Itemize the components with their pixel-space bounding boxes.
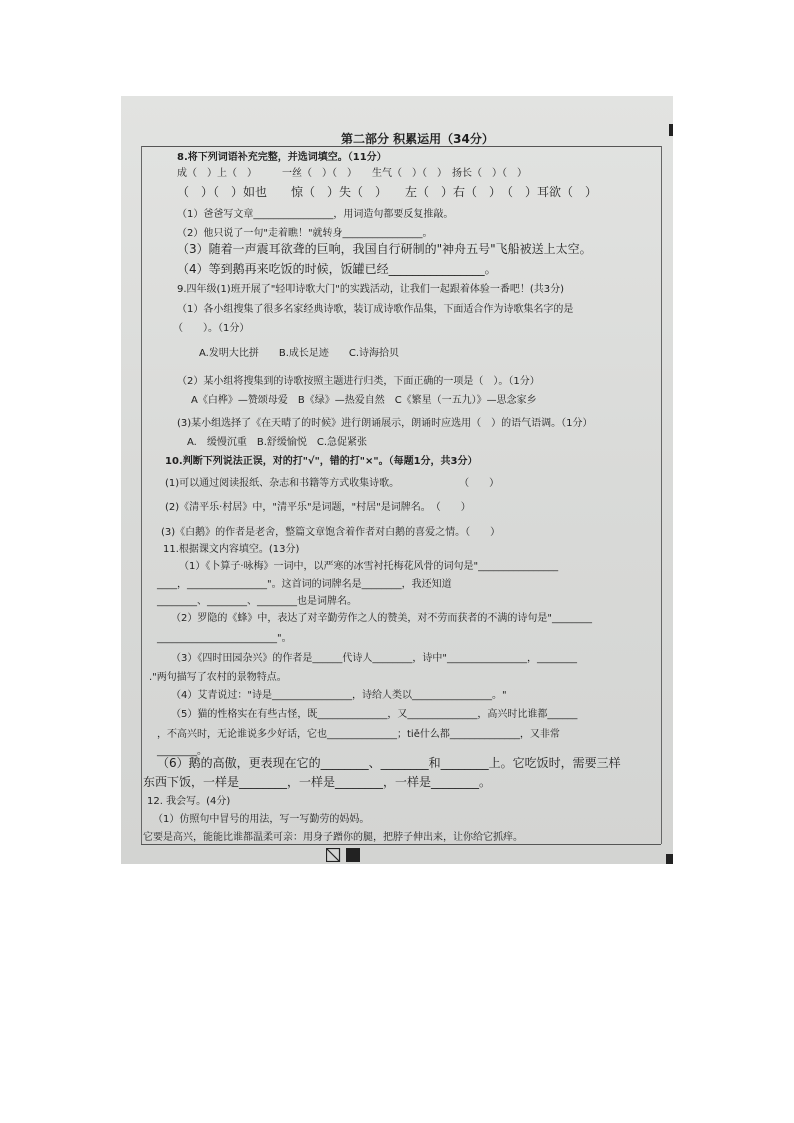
q11-item-5: （5）猫的性格实在有些古怪，既______________，又______________，高兴时比谁都______ bbox=[171, 709, 578, 720]
scanned-exam-photo bbox=[121, 96, 673, 864]
q11-heading: 11.根据课文内容填空。(13分) bbox=[163, 544, 300, 555]
q9-item-2: （2）某小组将搜集到的诗歌按照主题进行归类，下面正确的一项是（ ）。（1分） bbox=[177, 376, 540, 387]
q11-item-1-cont2: ________、________、________也是词牌名。 bbox=[157, 596, 357, 607]
q10-item-3: (3)《白鹅》的作者是老舍，整篇文章饱含着作者对白鹅的喜爱之情。（ ） bbox=[161, 527, 501, 538]
q11-item-3-cont: ."两句描写了农村的景物特点。 bbox=[149, 672, 287, 683]
q11-item-3: （3）《四时田园杂兴》的作者是______代诗人________，诗中"________________，________ bbox=[171, 653, 577, 664]
page-title: 第二部分 积累运用（34分） bbox=[341, 132, 494, 146]
frame-line bbox=[661, 146, 662, 844]
q11-item-6: （6）鹅的高傲，更表现在它的________、________和________上。它吃饭时，需要三样 bbox=[157, 756, 621, 770]
q12-example-sentence: 它要是高兴，能能比谁都温柔可亲：用身子蹭你的腿，把脖子伸出来，让你给它抓痒。 bbox=[143, 832, 523, 843]
q11-item-1: （1）《卜算子·咏梅》一词中，以严寒的冰雪衬托梅花风骨的词句是"________________ bbox=[179, 561, 559, 572]
q9-item-1-blank: （ ）。（1分） bbox=[173, 323, 250, 334]
q12-item-1: （1）仿照句中冒号的用法，写一写勤劳的妈妈。 bbox=[153, 814, 370, 825]
q9-item-1: （1）各小组搜集了很多名家经典诗歌，装订成诗歌作品集，下面适合作为诗歌集名字的是 bbox=[177, 304, 574, 315]
q10-item-1: (1)可以通过阅读报纸、杂志和书籍等方式收集诗歌。 （ ） bbox=[165, 478, 500, 489]
q10-item-2: (2)《清平乐·村居》中，"清平乐"是词题，"村居"是词牌名。 （ ） bbox=[165, 502, 471, 513]
q11-item-5-cont: ，不高兴时，无论谁说多少好话，它也______________；tiě什么都______________，又非常 bbox=[157, 729, 560, 740]
q11-item-2-cont: ________________________"。 bbox=[157, 633, 292, 644]
q11-item-5-cont2: ________。 bbox=[157, 746, 207, 757]
frame-line bbox=[141, 146, 661, 147]
q9-item-2-options: A《白桦》—赞颂母爱 B《绿》—热爱自然 C《繁星（一五九）》—思念家乡 bbox=[191, 395, 537, 406]
q8-words-row2: （ ）（ ）如也 惊（ ）失（ ） 左（ ）右（ ） （ ）耳欲（ ） bbox=[177, 185, 598, 199]
edge-mark bbox=[666, 854, 673, 864]
q12-heading: 12. 我会写。(4分) bbox=[147, 796, 231, 807]
q9-item-3-options: A. 缓慢沉重 B.舒缓愉悦 C.急促紧张 bbox=[187, 437, 368, 448]
scan-marker-icon bbox=[326, 848, 362, 862]
q11-item-2: （2）罗隐的《蜂》中，表达了对辛勤劳作之人的赞美，对不劳而获者的不满的诗句是"________ bbox=[171, 613, 592, 624]
edge-mark bbox=[669, 124, 673, 136]
q9-item-3: (3)某小组选择了《在天晴了的时候》进行朗诵展示，朗诵时应选用（ ）的语气语调。（1分） bbox=[177, 418, 593, 429]
q8-item-1: （1）爸爸写文章________________，用词造句都要反复推敲。 bbox=[177, 209, 454, 220]
q8-item-2: （2）他只说了一句"走着瞧！"就转身________________。 bbox=[177, 228, 433, 239]
frame-line bbox=[141, 146, 142, 844]
q11-item-6-cont: 东西下饭，一样是________，一样是________，一样是________。 bbox=[143, 775, 492, 789]
q8-item-4: （4）等到鹅再来吃饭的时候，饭罐已经________________。 bbox=[177, 262, 497, 276]
frame-line bbox=[141, 844, 661, 845]
q8-item-3: （3）随着一声震耳欲聋的巨响，我国自行研制的"神舟五号"飞船被送上太空。 bbox=[177, 242, 592, 256]
q11-item-1-cont: ____，________________"。这首词的词牌名是________，我还知道 bbox=[157, 579, 452, 590]
q9-item-1-options: A.发明大比拼 B.成长足迹 C.诗海拾贝 bbox=[199, 348, 400, 359]
q11-item-4: （4）艾青说过："诗是________________，诗给人类以________________。" bbox=[171, 690, 507, 701]
q8-words-row1: 成（ ）上（ ） 一丝（ ）（ ） 生气（ ）（ ） 扬长（ ）（ ） bbox=[177, 168, 527, 179]
q8-heading: 8.将下列词语补充完整，并选词填空。（11分） bbox=[177, 152, 387, 163]
q10-heading: 10.判断下列说法正误，对的打"√"，错的打"×"。（每题1分，共3分） bbox=[165, 456, 478, 467]
q9-heading: 9.四年级(1)班开展了"轻叩诗歌大门"的实践活动，让我们一起跟着体验一番吧！(共3分) bbox=[177, 284, 565, 295]
